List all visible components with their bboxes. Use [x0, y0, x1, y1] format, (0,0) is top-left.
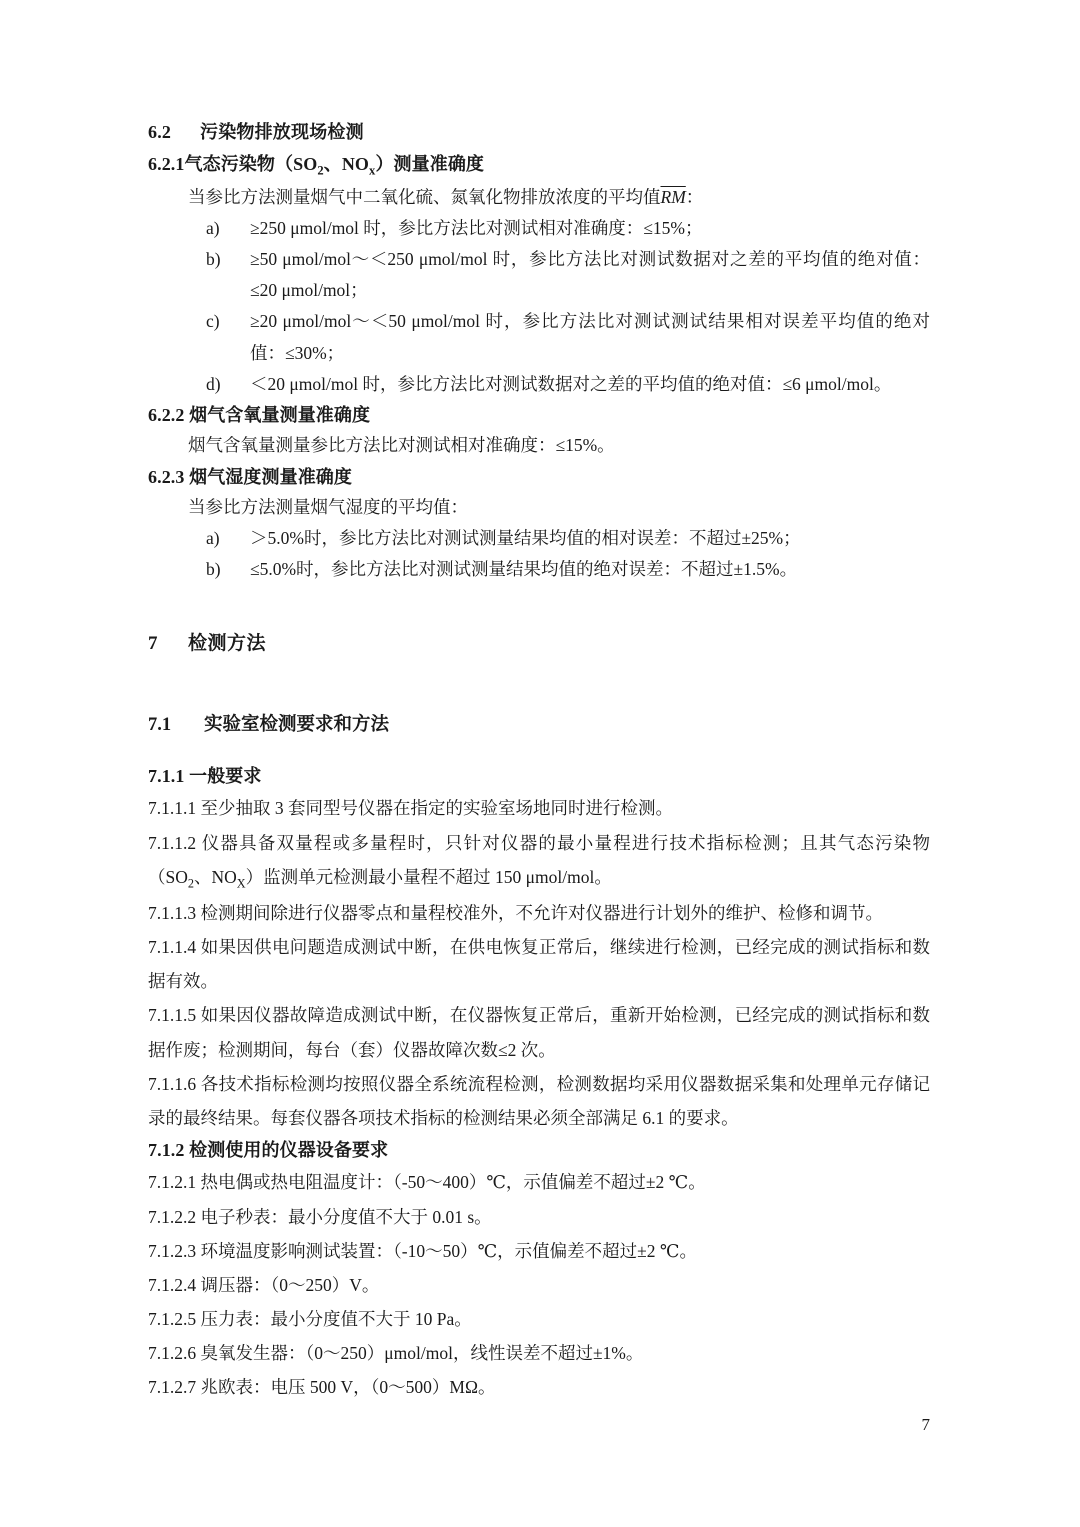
paragraph-6-2-2: 烟气含氧量测量参比方法比对测试相对准确度：≤15%。	[188, 435, 615, 456]
subscript-so2: 2	[187, 876, 194, 891]
heading-6-2-1	[148, 149, 930, 182]
heading-7-1-title: 实验室检测要求和方法	[204, 715, 390, 736]
paragraph-7-1-1-2-text-a: 7.1.1.2 仪器具备双量程或多量程时，只针对仪器的最小量程进行技术指标检测；且其气态污染物（SO	[148, 832, 930, 887]
list-text: ＞5.0%时，参比方法比对测试测量结果均值的相对误差：不超过±25%；	[250, 528, 801, 549]
heading-6-2-2	[148, 400, 930, 431]
heading-7-1	[148, 709, 930, 742]
paragraph-7-1-1-1: 7.1.1.1 至少抽取 3 套同型号仪器在指定的实验室场地同时进行检测。	[148, 798, 673, 819]
heading-7-1-1	[148, 761, 930, 792]
heading-6-2-text: 污染物排放现场检测	[200, 122, 364, 142]
document-body	[148, 118, 930, 1404]
heading-7-1-number: 7.1	[148, 715, 172, 736]
paragraph-7-1-2-3: 7.1.2.3 环境温度影响测试装置：（-10～50）℃，示值偏差不超过±2 ℃。	[148, 1240, 697, 1261]
heading-7-1-2-number: 7.1.2	[148, 1139, 185, 1160]
heading-6-2-1-sub-nox: x	[369, 163, 376, 178]
subscript-nox: X	[236, 876, 246, 891]
heading-6-2-1-sub-so2: 2	[317, 163, 324, 178]
paragraph-7-1-1-5: 7.1.1.5 如果因仪器故障造成测试中断，在仪器恢复正常后，重新开始检测，已经完成的测试指标和数据作废；检测期间，每台（套）仪器故障次数≤2 次。	[148, 1005, 930, 1060]
list-text: ≥20 μmol/mol～＜50 μmol/mol 时，参比方法比对测试测试结果相对误差平均值的绝对值：≤30%；	[250, 311, 930, 363]
list-item	[148, 523, 930, 554]
list-marker: c)	[206, 311, 220, 332]
paragraph-7-1-2-4: 7.1.2.4 调压器：（0～250）V。	[148, 1274, 380, 1295]
list-marker: d)	[206, 373, 221, 394]
paragraph-7-1-2-2: 7.1.2.2 电子秒表：最小分度值不大于 0.01 s。	[148, 1206, 492, 1227]
heading-6-2-1-text-c: 、NO	[323, 153, 370, 174]
list-marker: a)	[206, 217, 220, 238]
paragraph-6-2-1-intro	[148, 182, 930, 213]
paragraph-7-1-2-7: 7.1.2.7 兆欧表：电压 500 V，（0～500）MΩ。	[148, 1377, 496, 1398]
heading-6-2-3-number: 6.2.3	[148, 466, 185, 487]
heading-6-2-2-number: 6.2.2	[148, 404, 185, 425]
heading-6-2-1-text-e: ）测量准确度	[375, 153, 485, 174]
heading-7	[148, 627, 930, 661]
list-item	[148, 306, 930, 368]
paragraph-7-1-1-6: 7.1.1.6 各技术指标检测均按照仪器全系统流程检测，检测数据均采用仪器数据采集和处理单元存储记录的最终结果。每套仪器各项技术指标的检测结果必须全部满足 6.1 的要求。	[148, 1073, 930, 1128]
paragraph-7-1-1-4: 7.1.1.4 如果因供电问题造成测试中断，在供电恢复正常后，继续进行检测，已经完成的测试指标和数据有效。	[148, 937, 930, 992]
list-text: ≥250 μmol/mol 时，参比方法比对测试相对准确度：≤15%；	[250, 217, 703, 238]
paragraph-7-1-2-6: 7.1.2.6 臭氧发生器：（0～250）μmol/mol，线性误差不超过±1%。	[148, 1343, 644, 1364]
heading-6-2-3-text: 烟气湿度测量准确度	[189, 466, 353, 487]
paragraph-6-2-3-intro: 当参比方法测量烟气湿度的平均值：	[188, 497, 468, 518]
list-marker: a)	[206, 528, 220, 549]
paragraph-7-1-1-2	[148, 826, 930, 897]
heading-6-2-1-number: 6.2.1	[148, 153, 185, 174]
page-number: 7	[921, 1415, 930, 1434]
heading-7-1-1-text: 一般要求	[189, 765, 262, 786]
heading-7-1-2	[148, 1135, 930, 1166]
list-text: ≥50 μmol/mol～＜250 μmol/mol 时，参比方法比对测试数据对之差的平均值的绝对值：≤20 μmol/mol；	[250, 249, 930, 301]
heading-7-number: 7	[148, 633, 158, 655]
heading-7-title: 检测方法	[188, 633, 267, 655]
paragraph-7-1-1-2-text-c: ）监测单元检测最小量程不超过 150 μmol/mol。	[245, 866, 612, 887]
list-item	[148, 213, 930, 244]
heading-7-1-2-text: 检测使用的仪器设备要求	[189, 1139, 389, 1160]
paragraph-6-2-1-intro-text: 当参比方法测量烟气中二氧化硫、氮氧化物排放浓度的平均值	[188, 186, 661, 207]
heading-6-2-1-text-a: 气态污染物（SO	[184, 153, 318, 174]
list-item	[148, 369, 930, 400]
paragraph-7-1-2-5: 7.1.2.5 压力表：最小分度值不大于 10 Pa。	[148, 1308, 472, 1329]
list-item	[148, 244, 930, 306]
list-marker: b)	[206, 249, 221, 270]
paragraph-6-2-1-intro-colon: ：	[685, 186, 704, 207]
heading-6-2	[148, 118, 930, 147]
list-text: ＜20 μmol/mol 时，参比方法比对测试数据对之差的平均值的绝对值：≤6 μmol/mol。	[250, 373, 892, 394]
paragraph-7-1-1-2-text-b: 、NO	[194, 866, 237, 887]
heading-6-2-3	[148, 462, 930, 493]
list-item	[148, 554, 930, 585]
list-marker: b)	[206, 559, 221, 580]
heading-6-2-number: 6.2	[148, 122, 172, 142]
heading-6-2-2-text: 烟气含氧量测量准确度	[189, 404, 371, 425]
paragraph-7-1-1-3: 7.1.1.3 检测期间除进行仪器零点和量程校准外，不允许对仪器进行计划外的维护、检修和调节。	[148, 903, 883, 924]
variable-rm: $\overline{RM}$	[660, 186, 686, 207]
paragraph-7-1-2-1: 7.1.2.1 热电偶或热电阻温度计：（-50～400）℃，示值偏差不超过±2 ℃。	[148, 1172, 706, 1193]
list-text: ≤5.0%时，参比方法比对测试测量结果均值的绝对误差：不超过±1.5%。	[250, 559, 798, 580]
heading-7-1-1-number: 7.1.1	[148, 765, 185, 786]
